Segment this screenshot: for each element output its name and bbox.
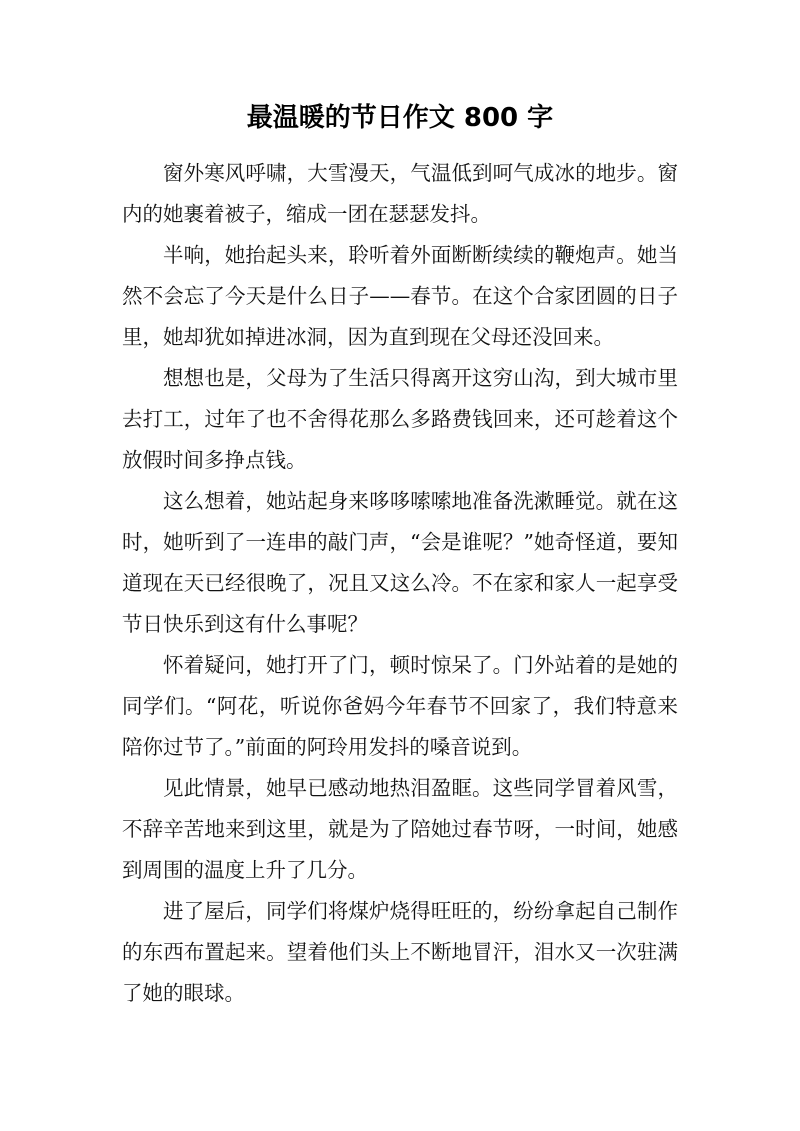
paragraph: 窗外寒风呼啸，大雪漫天，气温低到呵气成冰的地步。窗内的她裹着被子，缩成一团在瑟瑟发抖。 <box>122 161 678 226</box>
paragraph: 想想也是，父母为了生活只得离开这穷山沟，到大城市里去打工，过年了也不舍得花那么多路费钱回来，还可趁着这个放假时间多挣点钱。 <box>122 366 678 472</box>
paragraph: 进了屋后，同学们将煤炉烧得旺旺的，纷纷拿起自己制作的东西布置起来。望着他们头上不断地冒汗，泪水又一次驻满了她的眼球。 <box>122 899 678 1005</box>
paragraph: 半响，她抬起头来，聆听着外面断断续续的鞭炮声。她当然不会忘了今天是什么日子——春节。在这个合家团圆的日子里，她却犹如掉进冰洞，因为直到现在父母还没回来。 <box>122 243 678 349</box>
document-title: 最温暖的节日作文 800 字 <box>246 103 554 133</box>
paragraph: 这么想着，她站起身来哆哆嗦嗦地准备洗漱睡觉。就在这时，她听到了一连串的敲门声，“会是谁呢？”她奇怪道，要知道现在天已经很晚了，况且又这么冷。不在家和家人一起享受节日快乐到这有什么事呢？ <box>122 489 678 636</box>
paragraph: 见此情景，她早已感动地热泪盈眶。这些同学冒着风雪，不辞辛苦地来到这里，就是为了陪她过春节呀，一时间，她感到周围的温度上升了几分。 <box>122 776 678 882</box>
document-body <box>122 153 678 1014</box>
paragraph: 怀着疑问，她打开了门，顿时惊呆了。门外站着的是她的同学们。“阿花，听说你爸妈今年春节不回家了，我们特意来陪你过节了。”前面的阿玲用发抖的嗓音说到。 <box>122 653 678 759</box>
